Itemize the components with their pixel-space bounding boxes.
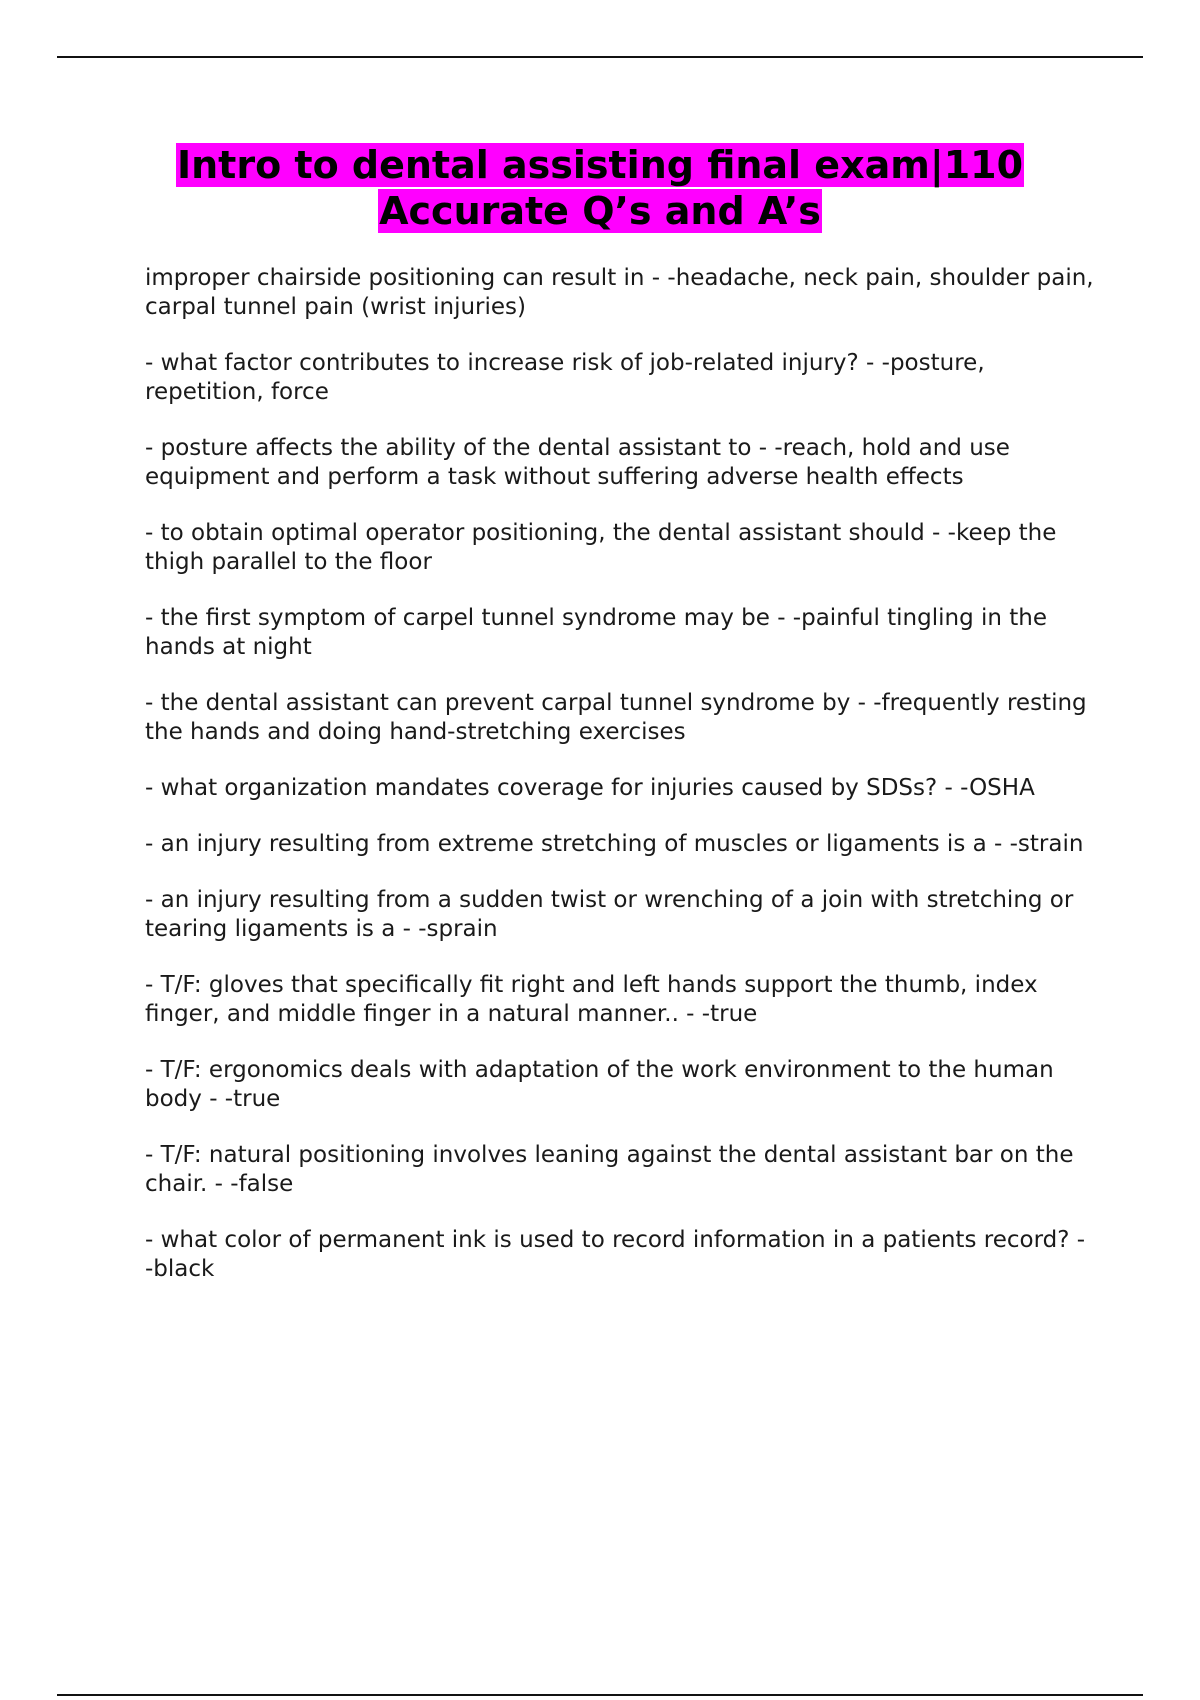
header-rule	[57, 56, 1143, 58]
qa-list	[145, 264, 1095, 1311]
qa-item: - posture affects the ability of the dental assistant to - -reach, hold and use equipment and perform a task without suffering adverse health effects	[145, 435, 1010, 490]
qa-item: - T/F: natural positioning involves leaning against the dental assistant bar on the chair. - -false	[145, 1142, 1074, 1197]
qa-item: - an injury resulting from extreme stretching of muscles or ligaments is a - -strain	[145, 831, 1084, 857]
qa-item: - what organization mandates coverage for injuries caused by SDSs? - -OSHA	[145, 775, 1035, 801]
document-title	[100, 142, 1100, 234]
title-line-2: Accurate Q’s and A’s	[379, 189, 821, 233]
qa-item: - what factor contributes to increase risk of job-related injury? - -posture, repetition, force	[145, 350, 985, 405]
qa-item: - what color of permanent ink is used to record information in a patients record? - -black	[145, 1227, 1086, 1282]
title-line-1: Intro to dental assisting final exam|110	[176, 143, 1024, 187]
qa-item: - the dental assistant can prevent carpal tunnel syndrome by - -frequently resting the hands and doing hand-stretching exercises	[145, 690, 1087, 745]
qa-item: - the first symptom of carpel tunnel syndrome may be - -painful tingling in the hands at night	[145, 605, 1048, 660]
qa-item: - to obtain optimal operator positioning, the dental assistant should - -keep the thigh parallel to the floor	[145, 520, 1057, 575]
qa-item: - T/F: gloves that specifically fit right and left hands support the thumb, index finger, and middle finger in a natural manner.. - -true	[145, 972, 1038, 1027]
qa-item: - an injury resulting from a sudden twist or wrenching of a join with stretching or tearing ligaments is a - -sprain	[145, 887, 1074, 942]
qa-item: improper chairside positioning can result in - -headache, neck pain, shoulder pain, carpal tunnel pain (wrist injuries)	[145, 265, 1094, 320]
footer-rule	[57, 1694, 1143, 1696]
qa-item: - T/F: ergonomics deals with adaptation of the work environment to the human body - -true	[145, 1057, 1054, 1112]
